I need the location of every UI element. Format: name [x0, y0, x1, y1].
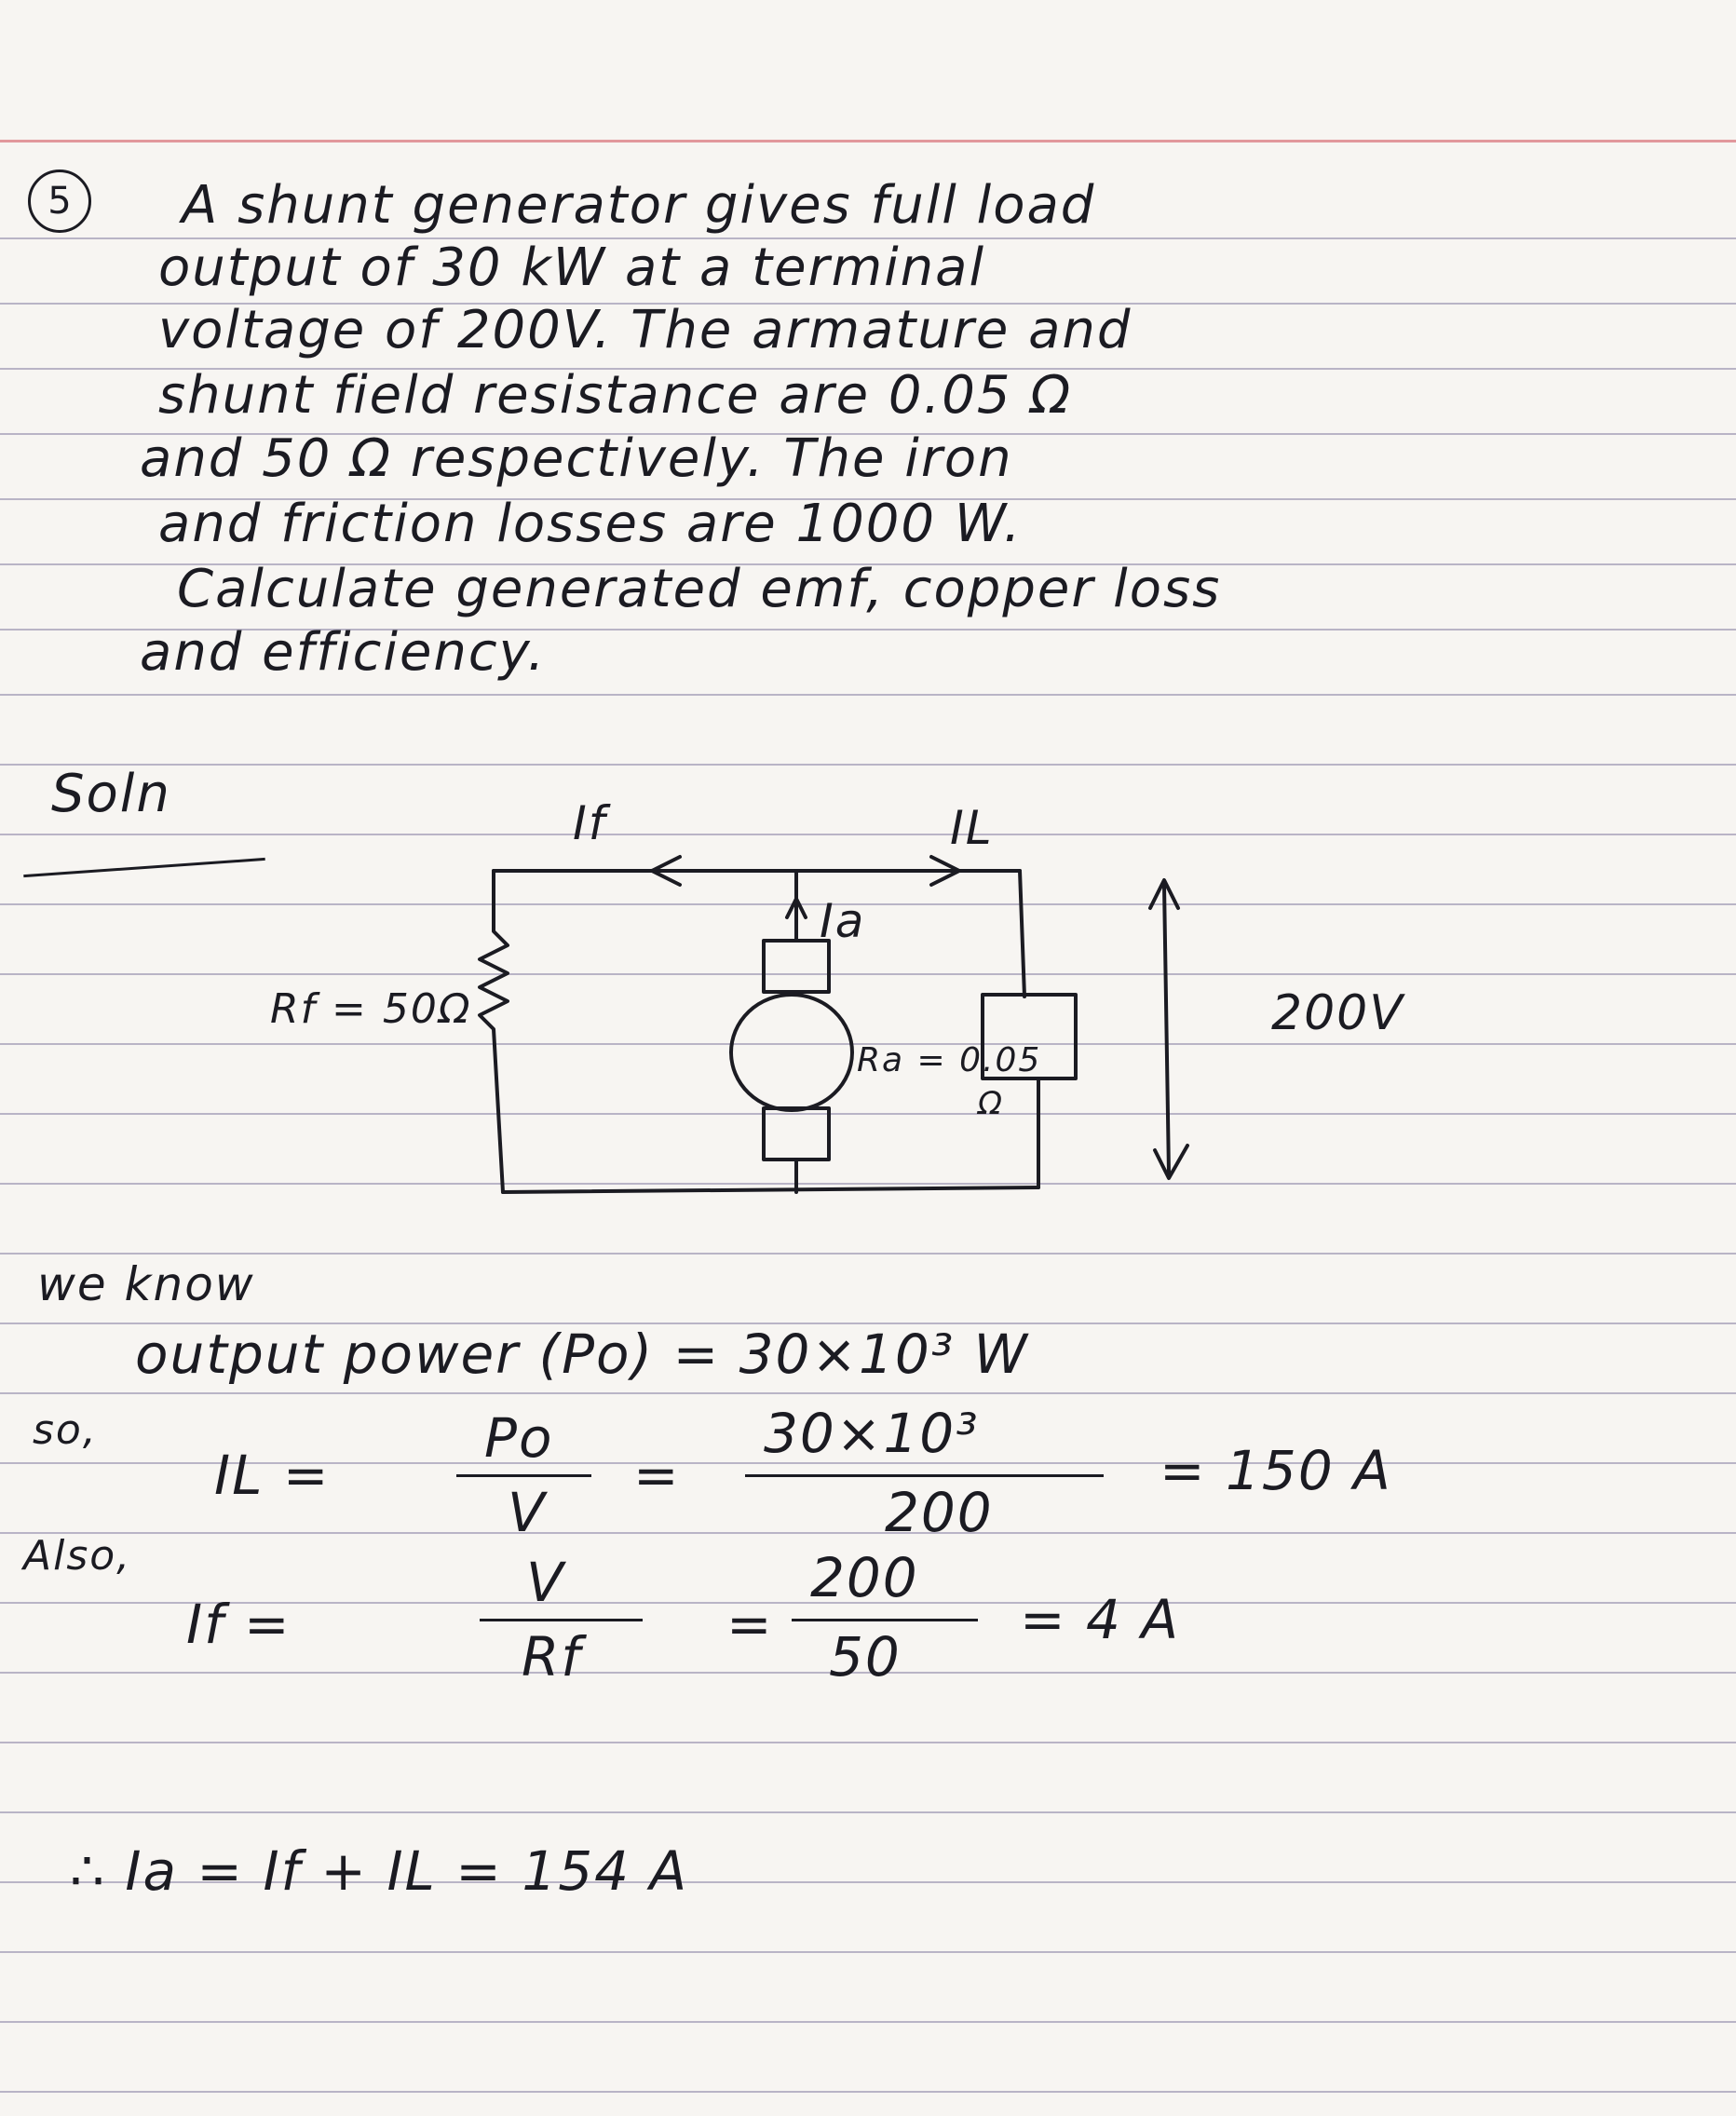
load-wire-top: [1020, 871, 1024, 997]
il-result: = 150 A: [1160, 1439, 1392, 1502]
if-num2: 200: [810, 1546, 919, 1609]
armature-circle: [731, 995, 852, 1110]
problem-line-1: A shunt generator gives full load: [182, 175, 1096, 236]
if-den1: Rf: [522, 1625, 582, 1689]
il-den1: V: [508, 1481, 547, 1544]
il-num1: Po: [484, 1406, 554, 1470]
if-lhs: If =: [186, 1593, 292, 1656]
il-lhs: IL =: [214, 1444, 331, 1507]
il-num2: 30×10³: [764, 1402, 980, 1465]
if-frac1-line: [480, 1619, 643, 1621]
ruled-line: [0, 1951, 1736, 1953]
armature-brush-bottom: [764, 1108, 829, 1160]
il-eq2: =: [633, 1444, 681, 1507]
ruled-line: [0, 1532, 1736, 1534]
il-frac2-line: [745, 1474, 1104, 1477]
problem-line-4: shunt field resistance are 0.05 Ω: [158, 365, 1073, 426]
bottom-wire: [503, 1187, 1038, 1192]
armature-brush-top: [764, 941, 829, 992]
ruled-line: [0, 1742, 1736, 1743]
ia-equation: ∴ Ia = If + IL = 154 A: [70, 1839, 689, 1903]
problem-line-7: Calculate generated emf, copper loss: [177, 559, 1222, 619]
field-resistor: [480, 871, 508, 1192]
ruled-line: [0, 1392, 1736, 1394]
voltage-arrow-bottom: [1155, 1146, 1187, 1178]
also-text: Also,: [23, 1532, 132, 1580]
il-label: IL: [950, 801, 994, 855]
rf-label: Rf = 50Ω: [270, 985, 472, 1033]
if-num1: V: [526, 1551, 565, 1614]
if-result: = 4 A: [1020, 1588, 1181, 1651]
ia-label: Ia: [820, 894, 866, 948]
ruled-line: [0, 1811, 1736, 1813]
problem-number: 5: [28, 170, 91, 233]
il-den2: 200: [885, 1481, 994, 1544]
problem-line-2: output of 30 kW at a terminal: [158, 237, 986, 298]
ra-unit: Ω: [978, 1085, 1004, 1122]
if-frac2-line: [792, 1619, 978, 1621]
ra-label: Ra = 0.05: [857, 1041, 1042, 1079]
il-frac1-line: [456, 1474, 591, 1477]
we-know-text: we know: [37, 1257, 255, 1311]
problem-line-3: voltage of 200V. The armature and: [158, 300, 1132, 360]
problem-line-6: and friction losses are 1000 W.: [158, 494, 1023, 554]
ruled-line: [0, 2091, 1736, 2093]
so-text: so,: [33, 1406, 98, 1454]
problem-line-5: and 50 Ω respectively. The iron: [140, 428, 1013, 489]
voltage-label: 200V: [1271, 985, 1404, 1041]
solution-heading: Soln: [51, 764, 171, 824]
if-label: If: [573, 796, 607, 850]
voltage-line: [1164, 885, 1169, 1173]
ruled-line: [0, 2021, 1736, 2023]
output-power-eq: output power (Po) = 30×10³ W: [135, 1322, 1029, 1386]
problem-line-8: and efficiency.: [140, 622, 547, 683]
if-eq2: =: [726, 1593, 774, 1656]
if-den2: 50: [829, 1625, 902, 1689]
